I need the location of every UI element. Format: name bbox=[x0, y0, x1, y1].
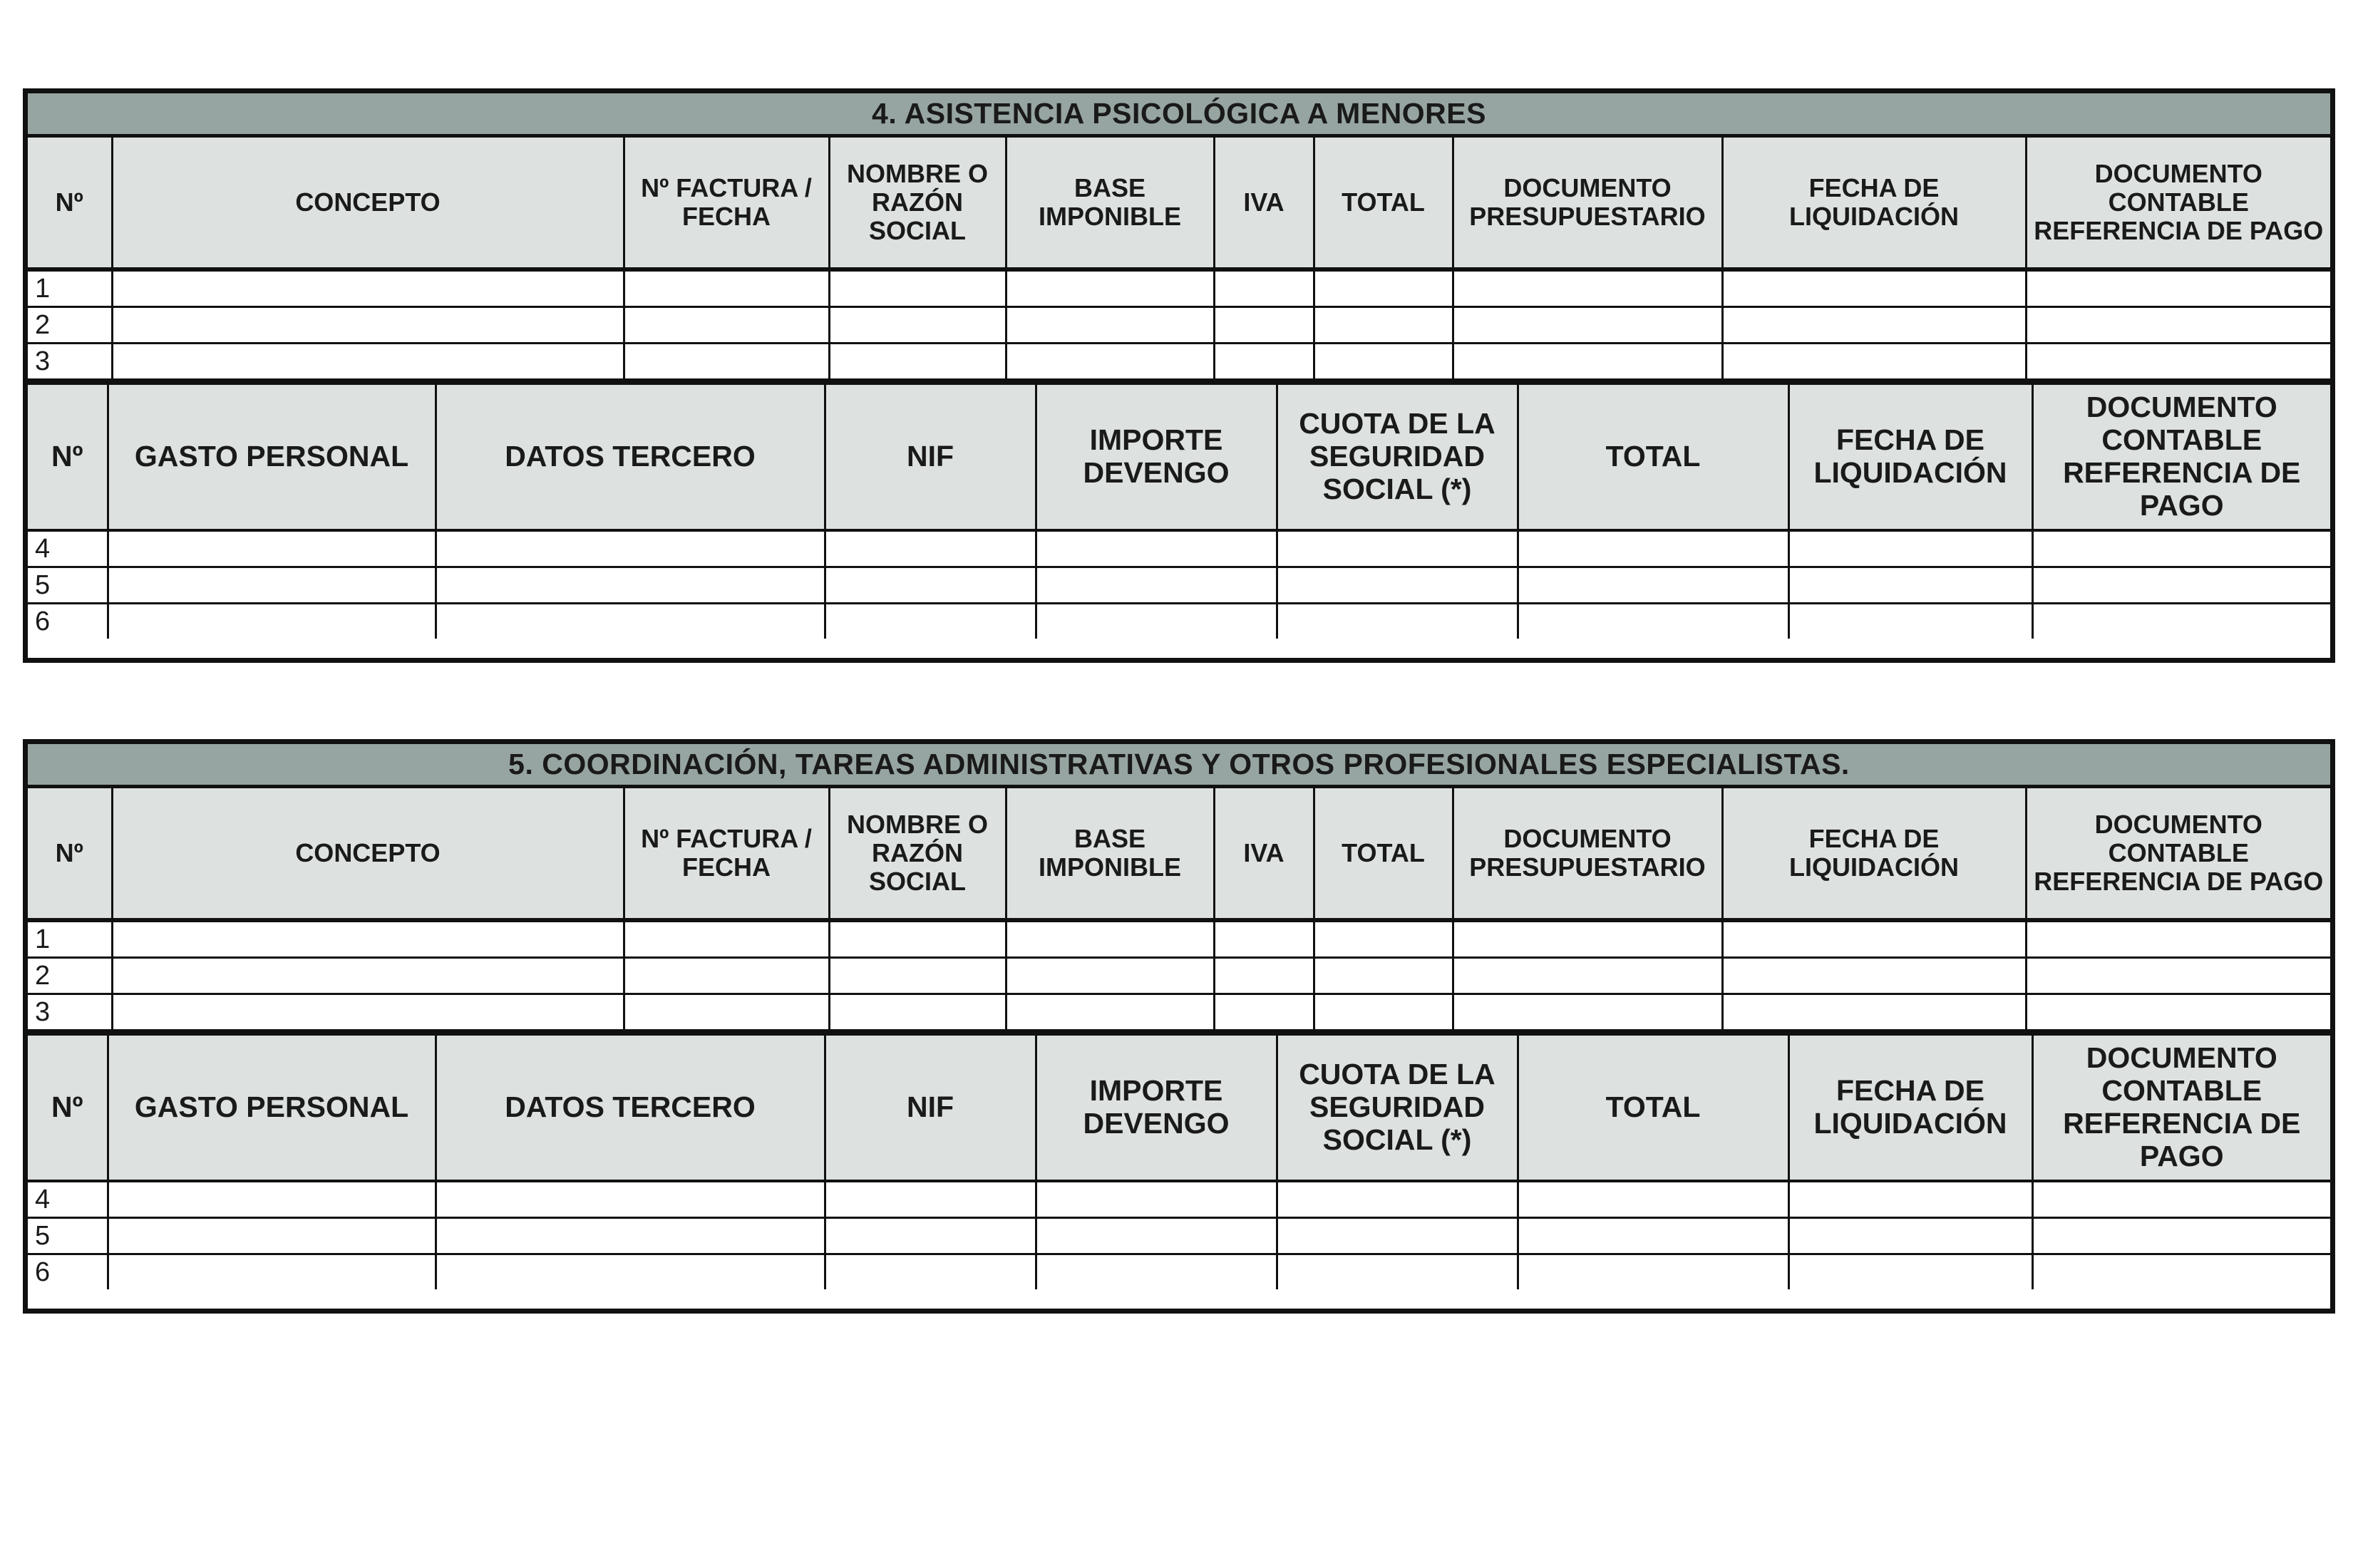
header-cuota-seguridad-social: CUOTA DE LA SEGURIDAD SOCIAL (*) bbox=[1277, 384, 1518, 531]
header-nombre-razon-social: NOMBRE O RAZÓN SOCIAL bbox=[829, 788, 1006, 920]
fecha-cell[interactable] bbox=[1722, 958, 2026, 994]
tercero-cell[interactable] bbox=[436, 1218, 825, 1254]
row-number: 1 bbox=[28, 269, 112, 307]
nombre-cell[interactable] bbox=[829, 344, 1006, 381]
header-factura-fecha: Nº FACTURA / FECHA bbox=[624, 788, 829, 920]
fecha-cell[interactable] bbox=[1722, 920, 2026, 958]
doc-contable-cell[interactable] bbox=[2026, 269, 2330, 307]
header-nombre-razon-social: NOMBRE O RAZÓN SOCIAL bbox=[829, 138, 1006, 269]
tercero-cell[interactable] bbox=[436, 567, 825, 604]
gasto-cell[interactable] bbox=[108, 530, 436, 567]
header-fecha-liquidacion: FECHA DE LIQUIDACIÓN bbox=[1788, 384, 2032, 531]
total-cell[interactable] bbox=[1314, 958, 1453, 994]
doc-contable-cell[interactable] bbox=[2026, 344, 2330, 381]
gasto-cell[interactable] bbox=[108, 604, 436, 639]
base-cell[interactable] bbox=[1006, 994, 1214, 1032]
table-row bbox=[28, 269, 2330, 307]
header-total: TOTAL bbox=[1314, 788, 1453, 920]
doc-presupuestario-cell[interactable] bbox=[1453, 269, 1722, 307]
tercero-cell[interactable] bbox=[436, 1254, 825, 1290]
fecha-cell[interactable] bbox=[1788, 567, 2032, 604]
cuota-cell[interactable] bbox=[1277, 1181, 1518, 1218]
section-asistencia-psicologica bbox=[23, 88, 2335, 663]
row-number: 5 bbox=[28, 567, 108, 604]
header-total: TOTAL bbox=[1314, 138, 1453, 269]
total-cell[interactable] bbox=[1314, 269, 1453, 307]
fecha-cell[interactable] bbox=[1788, 1181, 2032, 1218]
doc-contable-cell[interactable] bbox=[2032, 1181, 2330, 1218]
header-concepto: CONCEPTO bbox=[112, 138, 624, 269]
header-documento-presupuestario: DOCUMENTO PRESUPUESTARIO bbox=[1453, 138, 1722, 269]
total-cell[interactable] bbox=[1314, 994, 1453, 1032]
fecha-cell[interactable] bbox=[1788, 530, 2032, 567]
iva-cell[interactable] bbox=[1214, 307, 1314, 344]
table-row bbox=[28, 994, 2330, 1032]
fecha-cell[interactable] bbox=[1788, 1254, 2032, 1290]
header-importe-devengo: IMPORTE DEVENGO bbox=[1036, 1035, 1277, 1182]
importe-cell[interactable] bbox=[1036, 1254, 1277, 1290]
nif-cell[interactable] bbox=[825, 530, 1036, 567]
doc-contable-cell[interactable] bbox=[2026, 958, 2330, 994]
row-number: 4 bbox=[28, 1181, 108, 1218]
table-row bbox=[28, 920, 2330, 958]
row-number: 1 bbox=[28, 920, 112, 958]
total-cell[interactable] bbox=[1314, 920, 1453, 958]
concepto-cell[interactable] bbox=[112, 307, 624, 344]
doc-presupuestario-cell[interactable] bbox=[1453, 344, 1722, 381]
row-number: 4 bbox=[28, 530, 108, 567]
nif-cell[interactable] bbox=[825, 1254, 1036, 1290]
table-row bbox=[28, 604, 2330, 639]
header-documento-presupuestario: DOCUMENTO PRESUPUESTARIO bbox=[1453, 788, 1722, 920]
header-cuota-seguridad-social: CUOTA DE LA SEGURIDAD SOCIAL (*) bbox=[1277, 1035, 1518, 1182]
total-cell[interactable] bbox=[1518, 604, 1788, 639]
nombre-cell[interactable] bbox=[829, 958, 1006, 994]
nif-cell[interactable] bbox=[825, 1218, 1036, 1254]
fecha-cell[interactable] bbox=[1722, 344, 2026, 381]
row-number: 6 bbox=[28, 604, 108, 639]
header-documento-contable: DOCUMENTO CONTABLE REFERENCIA DE PAGO bbox=[2026, 788, 2330, 920]
tercero-cell[interactable] bbox=[436, 530, 825, 567]
header-fecha-liquidacion: FECHA DE LIQUIDACIÓN bbox=[1722, 138, 2026, 269]
cuota-cell[interactable] bbox=[1277, 1218, 1518, 1254]
factura-cell[interactable] bbox=[624, 920, 829, 958]
table-row bbox=[28, 1181, 2330, 1218]
total-cell[interactable] bbox=[1518, 1218, 1788, 1254]
doc-contable-cell[interactable] bbox=[2032, 1218, 2330, 1254]
header-nif: NIF bbox=[825, 384, 1036, 531]
nombre-cell[interactable] bbox=[829, 307, 1006, 344]
doc-contable-cell[interactable] bbox=[2032, 604, 2330, 639]
iva-cell[interactable] bbox=[1214, 344, 1314, 381]
nif-cell[interactable] bbox=[825, 567, 1036, 604]
doc-contable-cell[interactable] bbox=[2032, 567, 2330, 604]
personnel-table bbox=[28, 1033, 2330, 1289]
header-gasto-personal: GASTO PERSONAL bbox=[108, 384, 436, 531]
total-cell[interactable] bbox=[1518, 567, 1788, 604]
fecha-cell[interactable] bbox=[1788, 1218, 2032, 1254]
header-iva: IVA bbox=[1214, 788, 1314, 920]
row-number: 3 bbox=[28, 994, 112, 1032]
doc-contable-cell[interactable] bbox=[2026, 994, 2330, 1032]
doc-contable-cell[interactable] bbox=[2026, 307, 2330, 344]
table-row bbox=[28, 1218, 2330, 1254]
total-cell[interactable] bbox=[1518, 1254, 1788, 1290]
doc-contable-cell[interactable] bbox=[2032, 1254, 2330, 1290]
iva-cell[interactable] bbox=[1214, 920, 1314, 958]
total-cell[interactable] bbox=[1518, 530, 1788, 567]
nif-cell[interactable] bbox=[825, 604, 1036, 639]
header-base-imponible: BASE IMPONIBLE bbox=[1006, 138, 1214, 269]
row-number: 3 bbox=[28, 344, 112, 381]
importe-cell[interactable] bbox=[1036, 567, 1277, 604]
header-numero: Nº bbox=[28, 138, 112, 269]
header-datos-tercero: DATOS TERCERO bbox=[436, 1035, 825, 1182]
nombre-cell[interactable] bbox=[829, 994, 1006, 1032]
header-gasto-personal: GASTO PERSONAL bbox=[108, 1035, 436, 1182]
personnel-table bbox=[28, 383, 2330, 639]
header-fecha-liquidacion: FECHA DE LIQUIDACIÓN bbox=[1788, 1035, 2032, 1182]
tercero-cell[interactable] bbox=[436, 1181, 825, 1218]
gasto-cell[interactable] bbox=[108, 567, 436, 604]
fecha-cell[interactable] bbox=[1722, 269, 2026, 307]
section-title: 4. ASISTENCIA PSICOLÓGICA A MENORES bbox=[28, 93, 2330, 138]
header-total: TOTAL bbox=[1518, 384, 1788, 531]
total-cell[interactable] bbox=[1314, 344, 1453, 381]
table-row bbox=[28, 1254, 2330, 1290]
row-number: 6 bbox=[28, 1254, 108, 1290]
factura-cell[interactable] bbox=[624, 269, 829, 307]
header-documento-contable: DOCUMENTO CONTABLE REFERENCIA DE PAGO bbox=[2032, 384, 2330, 531]
nombre-cell[interactable] bbox=[829, 920, 1006, 958]
doc-presupuestario-cell[interactable] bbox=[1453, 994, 1722, 1032]
nombre-cell[interactable] bbox=[829, 269, 1006, 307]
concepto-cell[interactable] bbox=[112, 269, 624, 307]
iva-cell[interactable] bbox=[1214, 994, 1314, 1032]
cuota-cell[interactable] bbox=[1277, 604, 1518, 639]
table-row bbox=[28, 958, 2330, 994]
fecha-cell[interactable] bbox=[1722, 994, 2026, 1032]
header-iva: IVA bbox=[1214, 138, 1314, 269]
base-cell[interactable] bbox=[1006, 920, 1214, 958]
factura-cell[interactable] bbox=[624, 307, 829, 344]
base-cell[interactable] bbox=[1006, 269, 1214, 307]
header-numero: Nº bbox=[28, 1035, 108, 1182]
header-documento-contable: DOCUMENTO CONTABLE REFERENCIA DE PAGO bbox=[2032, 1035, 2330, 1182]
factura-cell[interactable] bbox=[624, 958, 829, 994]
invoice-table bbox=[28, 138, 2330, 383]
gasto-cell[interactable] bbox=[108, 1218, 436, 1254]
base-cell[interactable] bbox=[1006, 307, 1214, 344]
concepto-cell[interactable] bbox=[112, 994, 624, 1032]
gasto-cell[interactable] bbox=[108, 1181, 436, 1218]
base-cell[interactable] bbox=[1006, 958, 1214, 994]
importe-cell[interactable] bbox=[1036, 530, 1277, 567]
header-nif: NIF bbox=[825, 1035, 1036, 1182]
header-total: TOTAL bbox=[1518, 1035, 1788, 1182]
header-factura-fecha: Nº FACTURA / FECHA bbox=[624, 138, 829, 269]
row-number: 2 bbox=[28, 307, 112, 344]
importe-cell[interactable] bbox=[1036, 604, 1277, 639]
fecha-cell[interactable] bbox=[1788, 604, 2032, 639]
concepto-cell[interactable] bbox=[112, 344, 624, 381]
iva-cell[interactable] bbox=[1214, 958, 1314, 994]
cuota-cell[interactable] bbox=[1277, 567, 1518, 604]
doc-presupuestario-cell[interactable] bbox=[1453, 920, 1722, 958]
header-importe-devengo: IMPORTE DEVENGO bbox=[1036, 384, 1277, 531]
header-documento-contable: DOCUMENTO CONTABLE REFERENCIA DE PAGO bbox=[2026, 138, 2330, 269]
invoice-table bbox=[28, 788, 2330, 1033]
concepto-cell[interactable] bbox=[112, 958, 624, 994]
fecha-cell[interactable] bbox=[1722, 307, 2026, 344]
row-number: 5 bbox=[28, 1218, 108, 1254]
gasto-cell[interactable] bbox=[108, 1254, 436, 1290]
doc-contable-cell[interactable] bbox=[2026, 920, 2330, 958]
header-datos-tercero: DATOS TERCERO bbox=[436, 384, 825, 531]
cuota-cell[interactable] bbox=[1277, 1254, 1518, 1290]
section-title: 5. COORDINACIÓN, TAREAS ADMINISTRATIVAS Y OTROS PROFESIONALES ESPECIALISTAS. bbox=[28, 744, 2330, 788]
importe-cell[interactable] bbox=[1036, 1181, 1277, 1218]
header-numero: Nº bbox=[28, 788, 112, 920]
nif-cell[interactable] bbox=[825, 1181, 1036, 1218]
table-row bbox=[28, 307, 2330, 344]
section-coordinacion-tareas bbox=[23, 739, 2335, 1314]
importe-cell[interactable] bbox=[1036, 1218, 1277, 1254]
header-fecha-liquidacion: FECHA DE LIQUIDACIÓN bbox=[1722, 788, 2026, 920]
table-row bbox=[28, 530, 2330, 567]
tercero-cell[interactable] bbox=[436, 604, 825, 639]
table-row bbox=[28, 344, 2330, 381]
total-cell[interactable] bbox=[1518, 1181, 1788, 1218]
header-base-imponible: BASE IMPONIBLE bbox=[1006, 788, 1214, 920]
factura-cell[interactable] bbox=[624, 994, 829, 1032]
table-row bbox=[28, 567, 2330, 604]
doc-presupuestario-cell[interactable] bbox=[1453, 307, 1722, 344]
row-number: 2 bbox=[28, 958, 112, 994]
total-cell[interactable] bbox=[1314, 307, 1453, 344]
cuota-cell[interactable] bbox=[1277, 530, 1518, 567]
header-concepto: CONCEPTO bbox=[112, 788, 624, 920]
base-cell[interactable] bbox=[1006, 344, 1214, 381]
iva-cell[interactable] bbox=[1214, 269, 1314, 307]
doc-contable-cell[interactable] bbox=[2032, 530, 2330, 567]
concepto-cell[interactable] bbox=[112, 920, 624, 958]
factura-cell[interactable] bbox=[624, 344, 829, 381]
header-numero: Nº bbox=[28, 384, 108, 531]
doc-presupuestario-cell[interactable] bbox=[1453, 958, 1722, 994]
